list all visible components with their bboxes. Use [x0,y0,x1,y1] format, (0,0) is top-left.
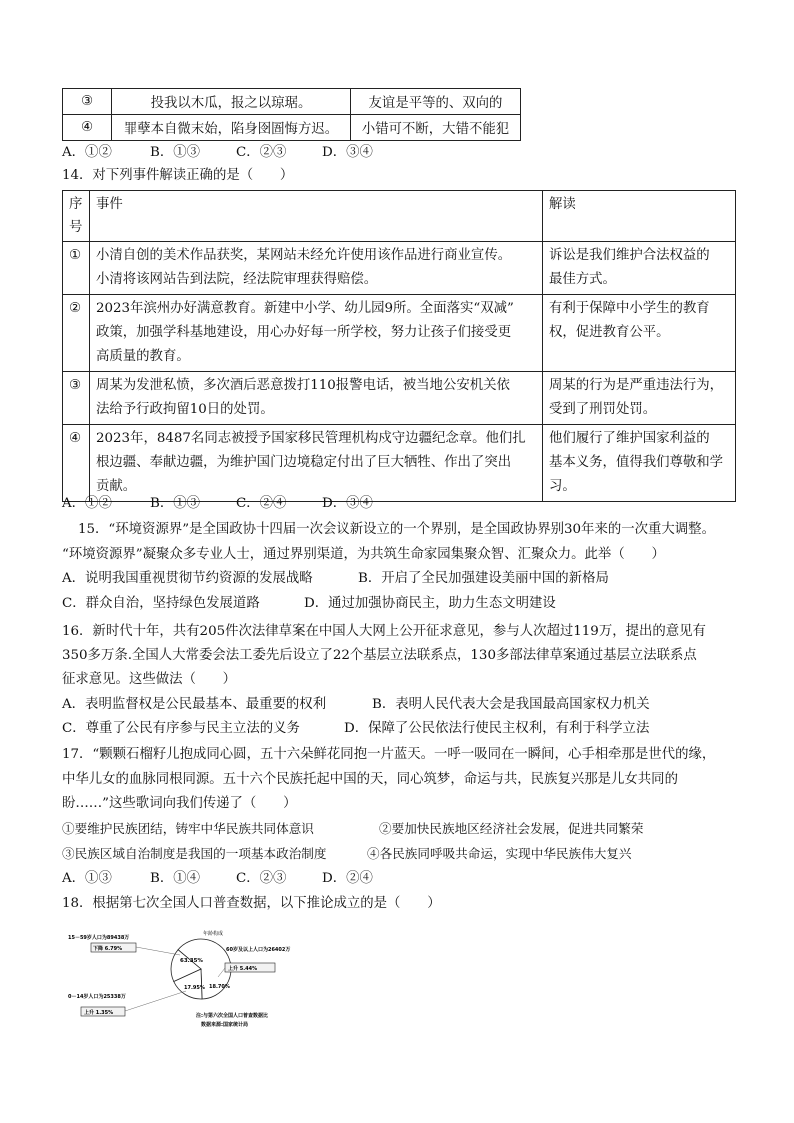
row-event: 2023年滨州办好满意教育。新建中小学、幼儿园9所。全面落实“双减” 政策，加强学科基地建设，用心办好每一所学校，努力让孩子们接受更 高质量的教育。 [90,295,543,372]
pie-value-label: 63.35% [180,958,203,964]
option-b[interactable]: B．①④ [150,871,201,886]
table-header-row [63,191,736,242]
table-row [63,115,521,141]
statement-4: ④各民族同呼吸共命运，实现中华民族伟大复兴 [367,846,632,861]
q16-stem-line1: 16．新时代十年，共有205件次法律草案在中国人大网上公开征求意见，参与人次超过119万，提出的意见有 [62,624,706,639]
q14-stem: 14．对下列事件解读正确的是（ ） [62,168,294,183]
q14-options [62,493,373,515]
table-row [63,242,736,295]
option-a[interactable]: A．说明我国重视贯彻节约资源的发展战略 [62,571,313,586]
q17-statements-12 [62,818,643,840]
row-num: ④ [63,425,90,502]
q17-statements-34 [62,843,631,865]
row-event: 周某为发泄私愤，多次酒后恶意拨打110报警电话，被当地公安机关依 法给予行政拘留10日的处罚。 [90,372,543,425]
table-row [63,295,736,372]
callout-change: 上升 5.44% [228,966,258,972]
table-cell-meaning: 友谊是平等的、双向的 [351,89,521,115]
table-row [63,425,736,502]
pie-value-label: 17.95% [184,985,205,991]
q13-table [62,88,521,141]
population-pie-chart [68,925,314,1035]
row-event: 2023年，8487名同志被授予国家移民管理机构戍守边疆纪念章。他们扎 根边疆、奉献边疆，为维护国门边境稳定付出了巨大牺牲、作出了突出 贡献。 [90,425,543,502]
option-a[interactable]: A．①② [62,496,112,511]
statement-1: ①要维护民族团结，铸牢中华民族共同体意识 [62,821,314,836]
callout-leader [125,991,186,1011]
callout-change: 下降 6.79% [93,946,123,952]
option-c[interactable]: C．②④ [236,496,287,511]
callout-label: 0－14岁人口为25338万 [68,994,126,1000]
q17-stem-line1: 17．“颗颗石榴籽儿抱成同心圆，五十六朵鲜花同抱一片蓝天。一呼一吸同在一瞬间，心手相牵那是世代的缘， [62,747,716,762]
table-row [63,372,736,425]
table-cell-meaning: 小错可不断，大错不能犯 [351,115,521,141]
option-c[interactable]: C．群众自治，坚持绿色发展道路 [62,596,260,611]
callout-label: 15－59岁人口为89438万 [68,935,130,941]
option-c[interactable]: C．②③ [236,145,287,160]
q15-options-cd [62,593,556,615]
option-c[interactable]: C．尊重了公民有序参与民主立法的义务 [62,721,300,736]
q16-options-cd [62,718,649,740]
option-b[interactable]: B．①③ [150,496,201,511]
option-d[interactable]: D．保障了公民依法行使民主权利，有利于科学立法 [344,721,650,736]
row-num: ② [63,295,90,372]
q14-table [62,190,736,502]
option-d[interactable]: D．③④ [322,145,373,160]
option-a[interactable]: A．①③ [62,871,112,886]
option-a[interactable]: A．①② [62,145,112,160]
q17-options [62,868,373,890]
row-num: ① [63,242,90,295]
q17-stem-line3: 盼……”这些歌词向我们传递了（ ） [62,796,297,811]
option-b[interactable]: B．开启了全民加强建设美丽中国的新格局 [358,571,609,586]
option-d[interactable]: D．②④ [322,871,373,886]
header-num: 序号 [63,191,90,242]
q18-stem: 18．根据第七次全国人口普查数据，以下推论成立的是（ ） [62,896,441,911]
chart-note: 注:与第六次全国人口普查数据比 [196,1013,269,1019]
table-cell-num: ③ [63,89,112,115]
header-interpretation: 解读 [543,191,736,242]
q16-stem-line3: 征求意见。这些做法（ ） [62,672,237,687]
option-b[interactable]: B．①③ [150,145,201,160]
q15-stem-line2: “环境资源界”凝聚众多专业人士，通过界别渠道，为共筑生命家园集聚众智、汇聚众力。此举（ ） [62,547,665,562]
callout-change: 上升 1.35% [84,1010,114,1016]
row-interpretation: 他们履行了维护国家利益的 基本义务，值得我们尊敬和学 习。 [543,425,736,502]
row-interpretation: 诉讼是我们维护合法权益的 最佳方式。 [543,242,736,295]
header-event: 事件 [90,191,543,242]
q16-options-ab [62,694,650,716]
option-a[interactable]: A．表明监督权是公民最基本、最重要的权利 [62,697,327,712]
callout-leader [136,947,180,955]
callout-label: 60岁及以上人口为26402万 [226,947,291,953]
row-interpretation: 有利于保障中小学生的教育 权，促进教育公平。 [543,295,736,372]
q16-stem-line2: 350多万条.全国人大常委会法工委先后设立了22个基层立法联系点，130多部法律草案通过基层立法联系点 [62,648,697,663]
row-interpretation: 周某的行为是严重违法行为， 受到了刑罚处罚。 [543,372,736,425]
chart-title: 年龄构成 [203,931,224,937]
q13-options [62,142,373,164]
option-c[interactable]: C．②③ [236,871,287,886]
option-d[interactable]: D．③④ [322,496,373,511]
row-num: ③ [63,372,90,425]
statement-2: ②要加快民族地区经济社会发展，促进共同繁荣 [379,821,644,836]
option-d[interactable]: D．通过加强协商民主，助力生态文明建设 [304,596,556,611]
table-row [63,89,521,115]
pie-value-label: 18.70% [209,984,230,990]
table-cell-num: ④ [63,115,112,141]
q17-stem-line2: 中华儿女的血脉同根同源。五十六个民族托起中国的天，同心筑梦，命运与共，民族复兴那是儿女共同的 [62,772,678,787]
chart-source: 数据来源:国家统计局 [201,1022,249,1028]
q15-stem-line1: 15．“环境资源界”是全国政协十四届一次会议新设立的一个界别，是全国政协界别30年来的一次重大调整。 [78,522,715,537]
option-b[interactable]: B．表明人民代表大会是我国最高国家权力机关 [372,697,650,712]
table-cell-proverb: 投我以木瓜，报之以琼琚。 [112,89,351,115]
row-event: 小清自创的美术作品获奖，某网站未经允许使用该作品进行商业宣传。 小清将该网站告到法院，经法院审理获得赔偿。 [90,242,543,295]
q15-options-ab [62,568,609,590]
table-cell-proverb: 罪孽本自微末始，陷身囹圄悔方迟。 [112,115,351,141]
statement-3: ③民族区域自治制度是我国的一项基本政治制度 [62,846,327,861]
